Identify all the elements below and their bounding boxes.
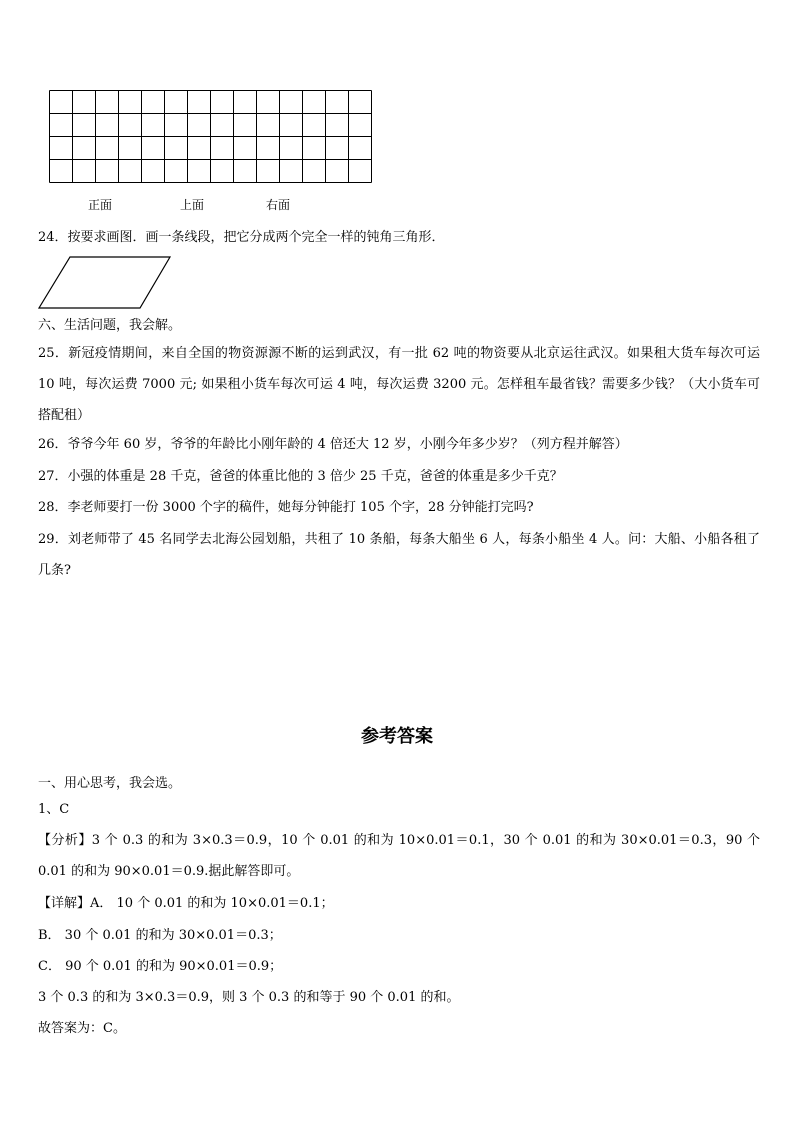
question-24: 24．按要求画图．画一条线段，把它分成两个完全一样的钝角三角形． — [38, 230, 445, 245]
answer-key-title: 参考答案 — [361, 726, 433, 747]
top-view-label: 上面 — [180, 198, 205, 212]
question-27: 27．小强的体重是 28 千克，爸爸的体重比他的 3 倍少 25 千克，爸爸的体重是多少千克？ — [38, 469, 563, 484]
right-view-label: 右面 — [266, 198, 291, 212]
analysis-paragraph: 【分析】3 个 0.3 的和为 3×0.3＝0.9，10 个 0.01 的和为 10×0.01＝0.1，30 个 0.01 的和为 30×0.01＝0.3，90 个 0.01 的和为 90×0.01＝0.9.据此解答即可。 — [38, 833, 760, 879]
section-1-heading: 一、用心思考，我会选。 — [38, 776, 182, 791]
front-view-label: 正面 — [88, 198, 113, 212]
detail-b: B． 30 个 0.01 的和为 30×0.01＝0.3； — [38, 928, 282, 943]
parallelogram-figure — [36, 255, 176, 311]
question-26: 26．爷爷今年 60 岁，爷爷的年龄比小刚年龄的 4 倍还大 12 岁，小刚今年多少岁？（列方程并解答） — [38, 437, 628, 452]
question-28: 28．李老师要打一份 3000 个字的稿件，她每分钟能打 105 个字，28 分钟能打完吗? — [38, 500, 534, 515]
conclusion: 故答案为：C。 — [38, 1021, 126, 1036]
detail-sum: 3 个 0.3 的和为 3×0.3＝0.9，则 3 个 0.3 的和等于 90 个 0.01 的和。 — [38, 990, 460, 1005]
section-6-heading: 六、生活问题，我会解。 — [38, 318, 182, 333]
question-25: 25．新冠疫情期间，来自全国的物资源源不断的运到武汉，有一批 62 吨的物资要从北京运往武汉。如果租大货车每次可运 10 吨，每次运费 7000 元; 如果租小货车每次可运 4 吨，每次运费 3200 元。怎样租车最省钱？需要多少钱？（大小货车可搭配租） — [38, 346, 760, 423]
detail-c: C． 90 个 0.01 的和为 90×0.01＝0.9； — [38, 959, 283, 974]
detail-a: 【详解】A． 10 个 0.01 的和为 10×0.01＝0.1； — [38, 896, 334, 911]
question-29: 29．刘老师带了 45 名同学去北海公园划船，共租了 10 条船，每条大船坐 6 人，每条小船坐 4 人。问：大船、小船各租了几条? — [38, 532, 760, 578]
answer-1: 1、C — [38, 802, 70, 817]
drawing-grid — [49, 90, 375, 184]
